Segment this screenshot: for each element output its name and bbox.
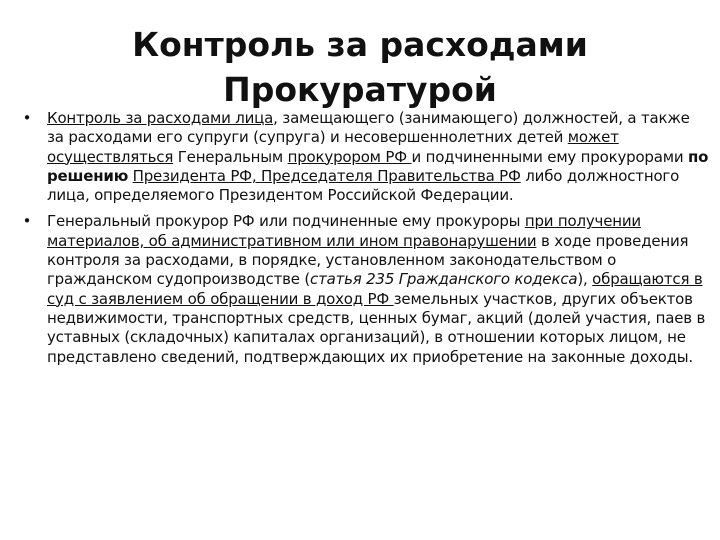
bullet-text-part: земельных участков, других объектов недвижимости, транспортных средств, ценных бумаг, акций (долей участия, паев в уставных (складочных) капиталах организаций), в отношении которых лицом, не представлено сведений, подтверждающих их приобретение на законные доходы. <box>47 289 706 366</box>
bullet-text-part: и подчиненными ему прокурорами <box>411 147 688 166</box>
bullet-text-part: обращаются в суд с заявлением об обращении в доход РФ <box>47 270 703 308</box>
bullet-text-part: в ходе проведения контроля за расходами, в порядке, установленном законодательством о гражданском судопроизводстве ( <box>47 231 689 289</box>
bullet-icon: • <box>22 109 32 127</box>
bullet-text-part: Генеральным <box>173 147 288 166</box>
bullet-text-part: при получении материалов, об административном или ином правонарушении <box>47 212 641 250</box>
bullet-item-1 <box>20 109 710 205</box>
bullet-text-part: прокурором РФ <box>287 147 412 166</box>
bullet-text-part: ), <box>577 270 593 289</box>
bullet-text-part: по решению <box>47 147 709 185</box>
bullet-text-part: , замещающего (занимающего) должностей, а также за расходами его супруги (супруга) и несовершеннолетних детей <box>47 109 690 147</box>
bullet-icon: • <box>22 212 32 231</box>
bullet-text-part: Генеральный прокурор РФ или подчиненные ему прокуроры <box>47 212 525 231</box>
bullet-text-part: статья 235 Гражданского кодекса <box>310 270 578 289</box>
slide-body <box>20 109 710 367</box>
title-line-2: Прокуратурой <box>223 70 497 109</box>
bullet-text-part: Президента РФ, Председателя Правительства РФ <box>132 166 521 185</box>
bullet-item-2 <box>20 212 710 366</box>
slide-title <box>60 22 660 112</box>
bullet-text-part: либо должностного лица, определяемого Президентом Российской Федерации. <box>47 166 680 205</box>
title-line-1: Контроль за расходами <box>132 25 588 64</box>
bullet-text-part: может осуществляться <box>47 128 619 166</box>
bullet-text-part: Контроль за расходами лица <box>47 109 274 127</box>
